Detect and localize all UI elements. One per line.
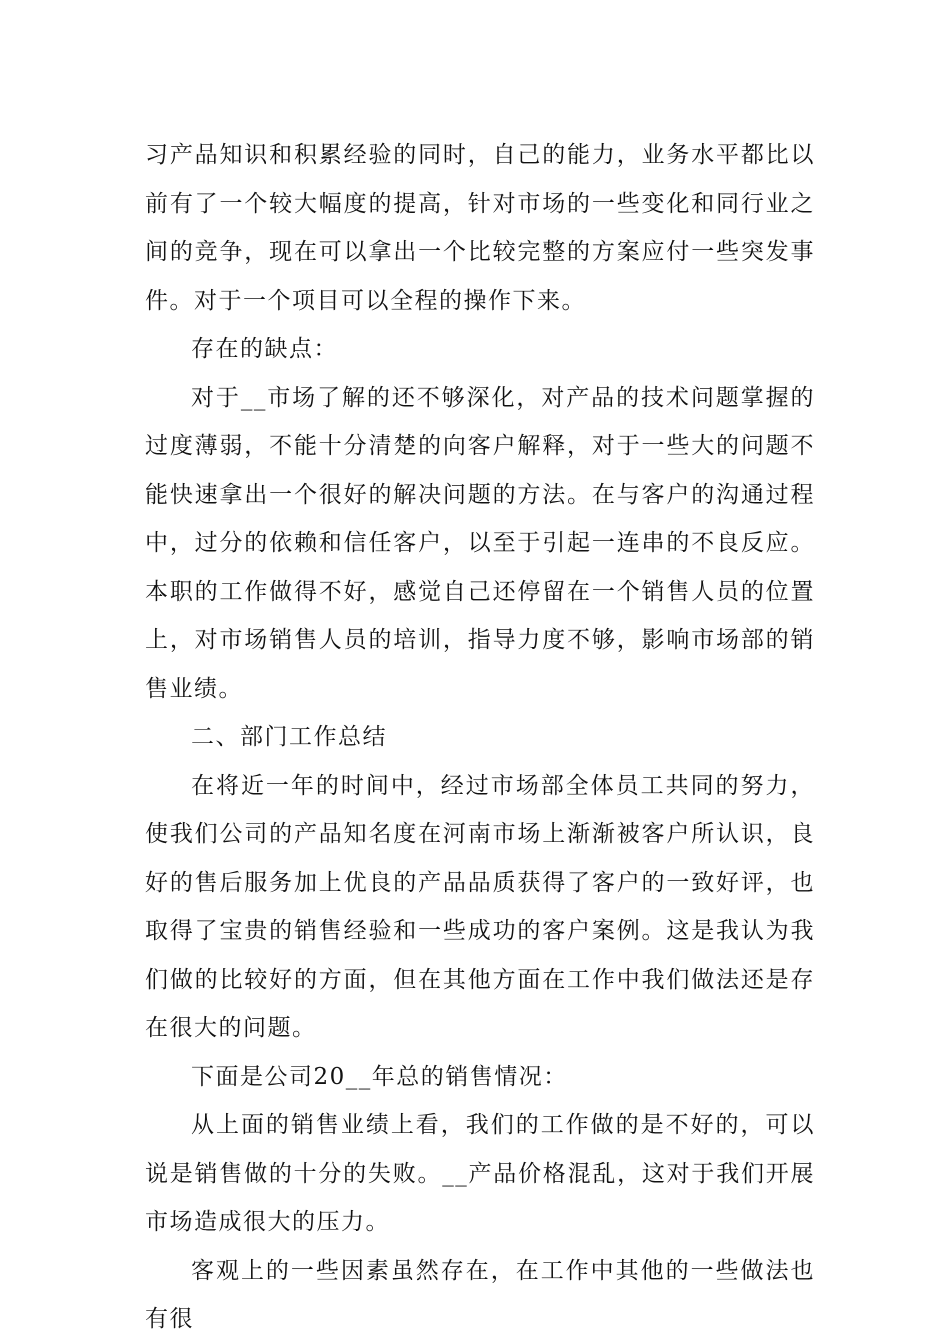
paragraph-objective-factors: 客观上的一些因素虽然存在，在工作中其他的一些做法也有很	[145, 1257, 815, 1332]
heading-shortcomings: 存在的缺点：	[191, 336, 338, 362]
paragraph-continuation: 习产品知识和积累经验的同时，自己的能力，业务水平都比以前有了一个较大幅度的提高，针对市场的一些变化和同行业之间的竞争，现在可以拿出一个比较完整的方案应付一些突发事件。对于一个项目可以全程的操作下来。	[145, 142, 815, 314]
paragraph-department-summary: 在将近一年的时间中，经过市场部全体员工共同的努力，使我们公司的产品知名度在河南市场上渐渐被客户所认识，良好的售后服务加上优良的产品品质获得了客户的一致好评，也取得了宝贵的销售经验和一些成功的客户案例。这是我认为我们做的比较好的方面，但在其他方面在工作中我们做法还是存在很大的问题。	[145, 772, 815, 1041]
paragraph-sales-intro: 下面是公司20__年总的销售情况：	[191, 1063, 568, 1090]
document-body	[145, 131, 815, 1344]
paragraph-sales-assessment: 从上面的销售业绩上看，我们的工作做的是不好的，可以说是销售做的十分的失败。__产品价格混乱，这对于我们开展市场造成很大的压力。	[145, 1112, 815, 1235]
paragraph-shortcomings: 对于__市场了解的还不够深化，对产品的技术问题掌握的过度薄弱，不能十分清楚的向客户解释，对于一些大的问题不能快速拿出一个很好的解决问题的方法。在与客户的沟通过程中，过分的依赖和信任客户，以至于引起一连串的不良反应。本职的工作做得不好，感觉自己还停留在一个销售人员的位置上，对市场销售人员的培训，指导力度不够，影响市场部的销售业绩。	[145, 384, 815, 702]
heading-department-summary: 二、部门工作总结	[191, 724, 387, 750]
